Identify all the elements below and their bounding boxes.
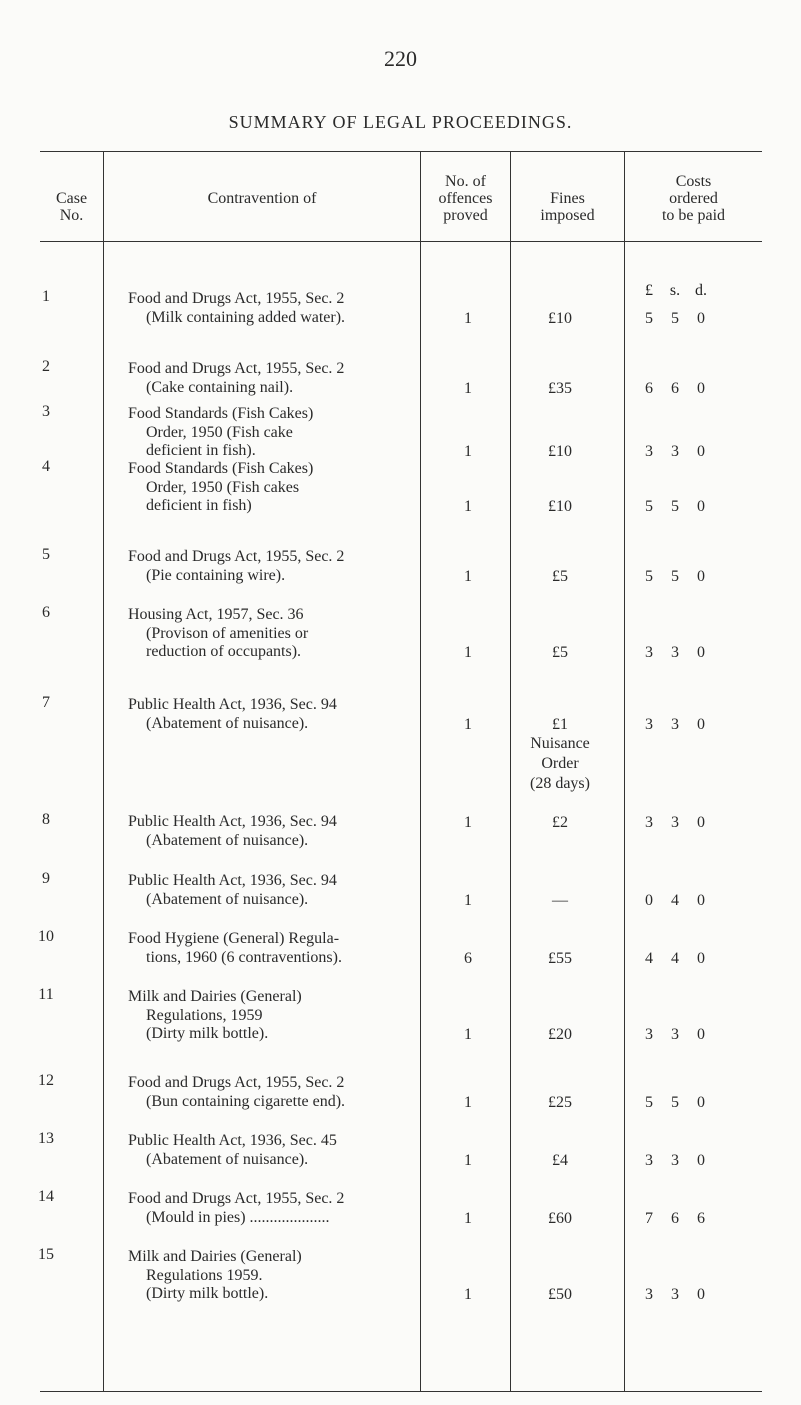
fine-line: (28 days) bbox=[530, 774, 590, 792]
costs-pounds: 5 bbox=[645, 498, 653, 515]
costs-pence: 6 bbox=[697, 1209, 705, 1227]
costs-pounds: 5 bbox=[645, 309, 653, 327]
fine-line: £55 bbox=[548, 949, 572, 967]
offences-proved: 1 bbox=[464, 1151, 472, 1169]
contravention-line: (Abatement of nuisance). bbox=[146, 831, 309, 849]
header-case-line-1: Case bbox=[55, 190, 88, 207]
header-fines bbox=[511, 190, 624, 224]
fine-line: £10 bbox=[548, 498, 572, 515]
costs-shillings: 5 bbox=[671, 567, 679, 585]
case-number: 7 bbox=[42, 694, 50, 711]
case-number: 3 bbox=[42, 403, 50, 420]
costs-ordered bbox=[636, 1152, 746, 1170]
costs-pounds: 6 bbox=[645, 379, 653, 397]
case-number: 1 bbox=[42, 288, 50, 305]
fine-line: £5 bbox=[552, 567, 568, 585]
fine-line: £2 bbox=[552, 814, 568, 831]
case-number: 10 bbox=[38, 928, 54, 945]
fine-imposed bbox=[500, 1094, 620, 1112]
contravention-cell bbox=[128, 1074, 345, 1111]
costs-ordered bbox=[636, 498, 746, 516]
header-case-line-2: No. bbox=[59, 207, 84, 224]
header-case-no bbox=[40, 190, 103, 224]
contravention-line: Housing Act, 1957, Sec. 36 bbox=[128, 606, 304, 623]
header-bottom-rule bbox=[40, 241, 762, 242]
header-offences-line-1: No. of bbox=[445, 173, 486, 190]
contravention-line: Food and Drugs Act, 1955, Sec. 2 bbox=[128, 548, 345, 565]
costs-pounds: 3 bbox=[645, 1151, 653, 1169]
contravention-cell bbox=[128, 930, 342, 967]
contravention-line: Food and Drugs Act, 1955, Sec. 2 bbox=[128, 360, 345, 377]
costs-pence: 0 bbox=[697, 309, 705, 327]
costs-pence: 0 bbox=[697, 814, 705, 831]
fine-imposed bbox=[500, 644, 620, 662]
fine-line: £10 bbox=[548, 309, 572, 327]
costs-pounds: 3 bbox=[645, 644, 653, 661]
contravention-line: reduction of occupants). bbox=[146, 643, 302, 660]
contravention-line: tions, 1960 (6 contraventions). bbox=[146, 948, 342, 966]
fine-line: £1 bbox=[552, 715, 568, 733]
costs-ordered bbox=[636, 380, 746, 398]
contravention-cell bbox=[128, 460, 313, 516]
fine-line: Nuisance bbox=[530, 734, 590, 752]
costs-shillings: 3 bbox=[671, 1026, 679, 1043]
contravention-line: Regulations, 1959 bbox=[146, 1006, 263, 1024]
contravention-cell bbox=[128, 813, 337, 850]
contravention-line: (Provison of amenities or bbox=[146, 624, 309, 642]
contravention-line: Milk and Dairies (General) bbox=[128, 1248, 302, 1265]
costs-pence: 0 bbox=[697, 949, 705, 967]
offences-proved: 1 bbox=[464, 309, 472, 327]
costs-pence: 0 bbox=[697, 1286, 705, 1303]
unit-pence: d. bbox=[695, 282, 707, 299]
costs-pence: 0 bbox=[697, 1026, 705, 1043]
contravention-line: Regulations 1959. bbox=[146, 1266, 263, 1284]
col-rule-2 bbox=[420, 151, 421, 1391]
costs-shillings: 3 bbox=[671, 1151, 679, 1169]
offences-proved: 1 bbox=[464, 1286, 472, 1303]
offences-proved: 1 bbox=[464, 891, 472, 909]
contravention-cell bbox=[128, 1190, 344, 1227]
contravention-cell bbox=[128, 290, 345, 327]
costs-shillings: 5 bbox=[671, 309, 679, 327]
fine-line: £35 bbox=[548, 379, 572, 397]
costs-ordered bbox=[636, 950, 746, 968]
table-top-rule bbox=[40, 151, 762, 152]
contravention-line: Public Health Act, 1936, Sec. 45 bbox=[128, 1132, 337, 1149]
offences-proved: 1 bbox=[464, 443, 472, 460]
fine-line: £5 bbox=[552, 644, 568, 661]
unit-pounds: £ bbox=[645, 282, 653, 299]
header-contravention bbox=[104, 190, 420, 207]
contravention-line: Public Health Act, 1936, Sec. 94 bbox=[128, 813, 337, 830]
costs-shillings: 6 bbox=[671, 379, 679, 397]
table-end-rule bbox=[40, 1391, 762, 1392]
costs-ordered bbox=[636, 1286, 746, 1304]
contravention-cell bbox=[128, 548, 344, 585]
contravention-cell bbox=[128, 1132, 337, 1169]
costs-shillings: 3 bbox=[671, 443, 679, 460]
costs-shillings: 5 bbox=[671, 498, 679, 515]
contravention-line: Food and Drugs Act, 1955, Sec. 2 bbox=[128, 1074, 345, 1091]
offences-proved: 1 bbox=[464, 379, 472, 397]
costs-shillings: 3 bbox=[671, 1286, 679, 1303]
currency-units bbox=[636, 282, 714, 300]
fine-imposed bbox=[500, 443, 620, 461]
offences-proved: 1 bbox=[464, 1026, 472, 1043]
contravention-line: Food Standards (Fish Cakes) bbox=[128, 405, 314, 422]
costs-pounds: 3 bbox=[645, 1026, 653, 1043]
case-number: 9 bbox=[42, 870, 50, 887]
contravention-line: Food Standards (Fish Cakes) bbox=[128, 460, 314, 477]
contravention-line: (Mould in pies) .................... bbox=[146, 1208, 330, 1226]
contravention-line: Order, 1950 (Fish cake bbox=[146, 423, 293, 441]
fine-line: — bbox=[552, 891, 568, 909]
costs-ordered bbox=[636, 716, 746, 734]
costs-pounds: 3 bbox=[645, 1286, 653, 1303]
header-offences-line-2: offences bbox=[438, 190, 493, 207]
offences-proved: 1 bbox=[464, 1093, 472, 1111]
costs-ordered bbox=[636, 814, 746, 832]
costs-shillings: 3 bbox=[671, 644, 679, 661]
offences-proved: 1 bbox=[464, 715, 472, 733]
fine-imposed bbox=[500, 1210, 620, 1228]
fine-imposed bbox=[500, 1286, 620, 1304]
header-offences bbox=[421, 173, 510, 224]
contravention-line: (Milk containing added water). bbox=[146, 308, 346, 326]
fine-line: Order bbox=[541, 754, 579, 772]
header-contravention-line: Contravention of bbox=[207, 190, 317, 207]
costs-pence: 0 bbox=[697, 498, 705, 515]
contravention-line: Food and Drugs Act, 1955, Sec. 2 bbox=[128, 1190, 345, 1207]
costs-shillings: 6 bbox=[671, 1209, 679, 1227]
costs-pounds: 3 bbox=[645, 814, 653, 831]
page-title: SUMMARY OF LEGAL PROCEEDINGS. bbox=[228, 112, 573, 132]
costs-ordered bbox=[636, 892, 746, 910]
offences-proved: 1 bbox=[464, 644, 472, 661]
fine-imposed bbox=[500, 498, 620, 516]
case-number: 5 bbox=[42, 546, 50, 563]
unit-shillings: s. bbox=[669, 282, 681, 299]
costs-ordered bbox=[636, 1094, 746, 1112]
costs-ordered bbox=[636, 443, 746, 461]
fine-line: £20 bbox=[548, 1026, 572, 1043]
contravention-cell bbox=[128, 988, 302, 1044]
case-number: 12 bbox=[38, 1072, 54, 1089]
costs-shillings: 3 bbox=[671, 814, 679, 831]
costs-pence: 0 bbox=[697, 715, 705, 733]
fine-line: £50 bbox=[548, 1286, 572, 1303]
case-number: 15 bbox=[38, 1246, 54, 1263]
case-number: 13 bbox=[38, 1130, 54, 1147]
case-number: 14 bbox=[38, 1188, 54, 1205]
contravention-line: (Pie containing wire). bbox=[146, 566, 286, 584]
contravention-line: (Abatement of nuisance). bbox=[146, 714, 309, 732]
contravention-cell bbox=[128, 872, 337, 909]
fine-line: £25 bbox=[548, 1093, 572, 1111]
contravention-line: deficient in fish) bbox=[146, 497, 252, 514]
costs-pence: 0 bbox=[697, 1151, 705, 1169]
fine-imposed bbox=[500, 310, 620, 328]
contravention-cell bbox=[128, 405, 313, 461]
case-number: 4 bbox=[42, 458, 50, 475]
costs-pence: 0 bbox=[697, 443, 705, 460]
case-number: 6 bbox=[42, 604, 50, 621]
header-offences-line-3: proved bbox=[443, 207, 488, 224]
contravention-line: Food and Drugs Act, 1955, Sec. 2 bbox=[128, 290, 345, 307]
contravention-cell bbox=[128, 696, 337, 733]
header-costs-line-1: Costs bbox=[675, 173, 712, 190]
contravention-line: (Abatement of nuisance). bbox=[146, 1150, 309, 1168]
contravention-line: (Bun containing cigarette end). bbox=[146, 1092, 346, 1110]
header-fines-line-1: Fines bbox=[550, 190, 585, 207]
contravention-line: Food Hygiene (General) Regula- bbox=[128, 930, 340, 947]
costs-pounds: 4 bbox=[645, 949, 653, 967]
costs-ordered bbox=[636, 568, 746, 586]
fine-imposed bbox=[500, 950, 620, 968]
costs-pounds: 0 bbox=[645, 891, 653, 909]
fine-imposed bbox=[500, 814, 620, 832]
costs-shillings: 5 bbox=[671, 1093, 679, 1111]
contravention-line: Order, 1950 (Fish cakes bbox=[146, 478, 300, 496]
offences-proved: 6 bbox=[464, 949, 472, 967]
fine-imposed bbox=[500, 568, 620, 586]
costs-ordered bbox=[636, 310, 746, 328]
fine-line: £10 bbox=[548, 443, 572, 460]
header-costs-line-3: to be paid bbox=[661, 207, 726, 224]
costs-shillings: 3 bbox=[671, 715, 679, 733]
contravention-line: (Abatement of nuisance). bbox=[146, 890, 309, 908]
offences-proved: 1 bbox=[464, 498, 472, 515]
costs-pounds: 5 bbox=[645, 1093, 653, 1111]
fine-imposed bbox=[500, 1026, 620, 1044]
contravention-line: Milk and Dairies (General) bbox=[128, 988, 302, 1005]
costs-shillings: 4 bbox=[671, 891, 679, 909]
header-fines-line-2: imposed bbox=[540, 207, 595, 224]
contravention-line: Public Health Act, 1936, Sec. 94 bbox=[128, 696, 337, 713]
costs-pence: 0 bbox=[697, 891, 705, 909]
costs-pence: 0 bbox=[697, 644, 705, 661]
fine-imposed bbox=[500, 380, 620, 398]
fine-imposed bbox=[500, 892, 620, 910]
offences-proved: 1 bbox=[464, 1209, 472, 1227]
costs-pounds: 3 bbox=[645, 715, 653, 733]
costs-pounds: 3 bbox=[645, 443, 653, 460]
costs-ordered bbox=[636, 644, 746, 662]
contravention-line: deficient in fish). bbox=[146, 442, 256, 459]
offences-proved: 1 bbox=[464, 814, 472, 831]
col-rule-1 bbox=[103, 151, 104, 1391]
case-number: 2 bbox=[42, 358, 50, 375]
costs-ordered bbox=[636, 1210, 746, 1228]
offences-proved: 1 bbox=[464, 567, 472, 585]
fine-imposed bbox=[500, 716, 620, 794]
contravention-line: (Dirty milk bottle). bbox=[146, 1285, 269, 1302]
costs-pounds: 5 bbox=[645, 567, 653, 585]
header-costs bbox=[625, 173, 762, 224]
fine-imposed bbox=[500, 1152, 620, 1170]
case-number: 11 bbox=[38, 986, 54, 1003]
header-costs-line-2: ordered bbox=[669, 190, 718, 207]
costs-ordered bbox=[636, 1026, 746, 1044]
contravention-line: (Dirty milk bottle). bbox=[146, 1025, 269, 1042]
case-number: 8 bbox=[42, 811, 50, 828]
costs-pence: 0 bbox=[697, 1093, 705, 1111]
costs-pence: 0 bbox=[697, 379, 705, 397]
fine-line: £4 bbox=[552, 1151, 568, 1169]
col-rule-4 bbox=[624, 151, 625, 1391]
costs-pounds: 7 bbox=[645, 1209, 653, 1227]
contravention-cell bbox=[128, 360, 344, 397]
contravention-line: (Cake containing nail). bbox=[146, 378, 294, 396]
contravention-line: Public Health Act, 1936, Sec. 94 bbox=[128, 872, 337, 889]
costs-pence: 0 bbox=[697, 567, 705, 585]
fine-line: £60 bbox=[548, 1209, 572, 1227]
page-number: 220 bbox=[384, 46, 417, 71]
costs-shillings: 4 bbox=[671, 949, 679, 967]
contravention-cell bbox=[128, 606, 308, 662]
contravention-cell bbox=[128, 1248, 302, 1304]
